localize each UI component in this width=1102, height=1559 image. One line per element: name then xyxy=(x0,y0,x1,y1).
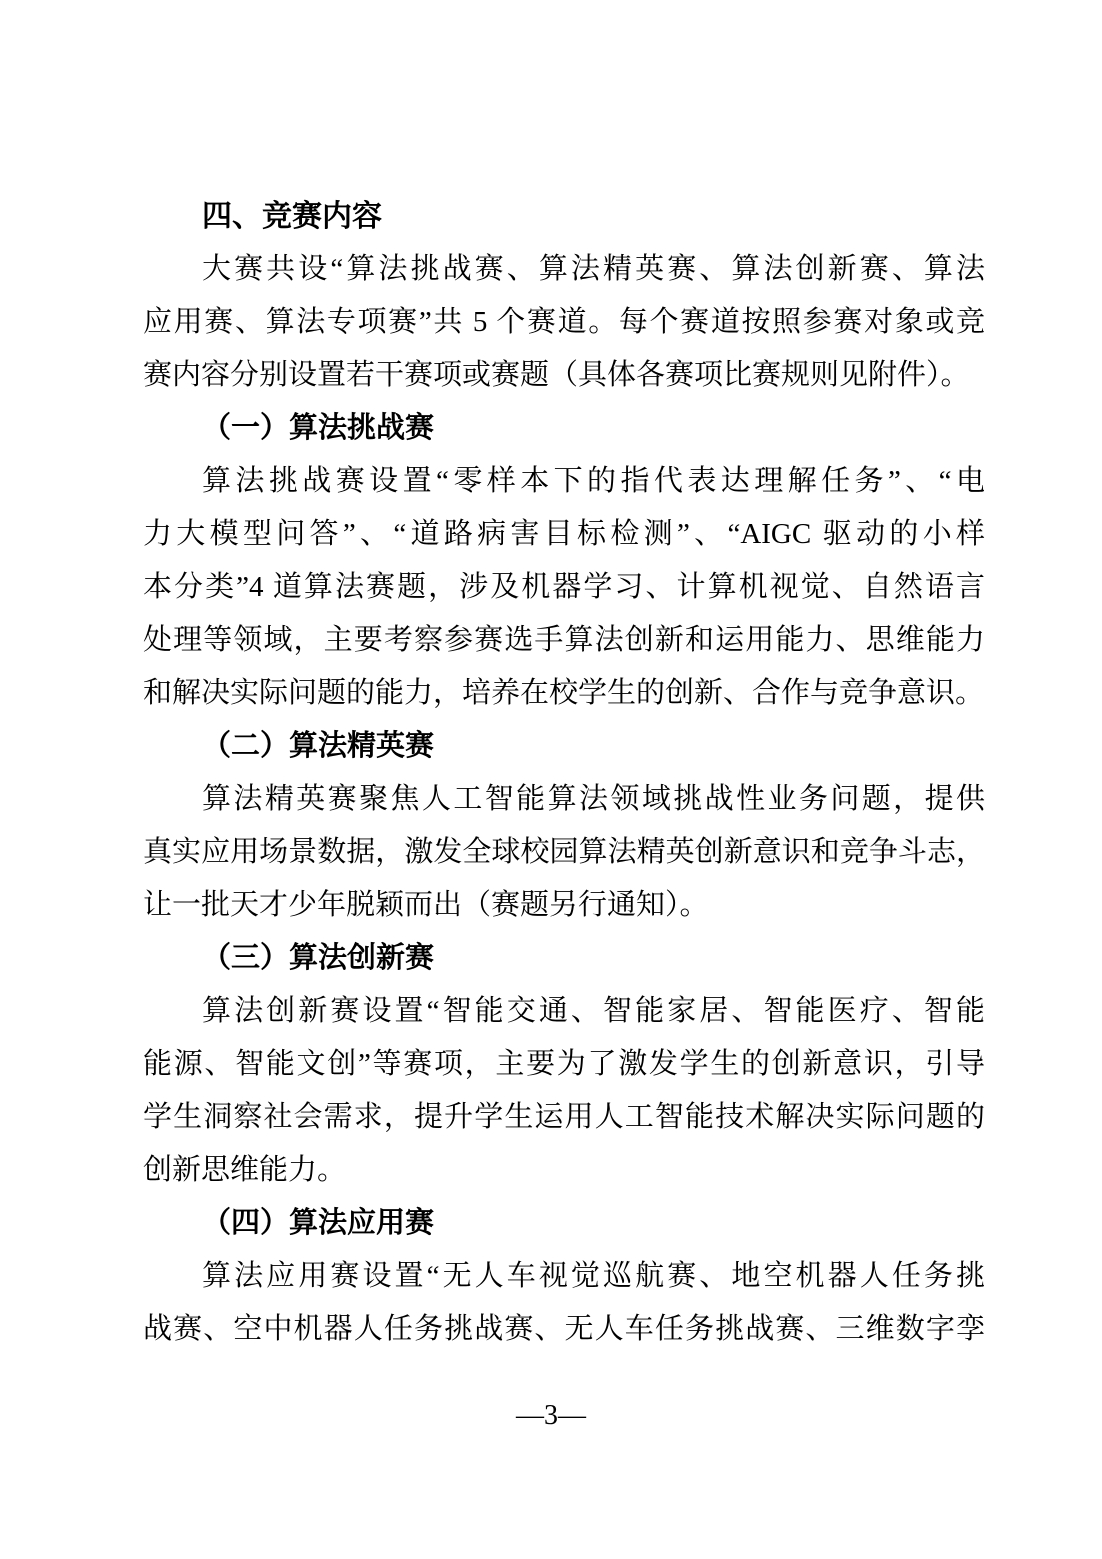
document-body xyxy=(143,190,985,1356)
text-line-body: 应用赛、算法专项赛”共 5 个赛道。每个赛道按照参赛对象或竞 xyxy=(143,306,985,338)
text-line-subheading: （四）算法应用赛 xyxy=(202,1207,435,1239)
text-line-body: 算法挑战赛设置“零样本下的指代表达理解任务”、“电 xyxy=(202,465,985,497)
text-line-body: 让一批天才少年脱颖而出（赛题另行通知）。 xyxy=(143,889,709,921)
text-line-heading: 四、竞赛内容 xyxy=(202,200,382,233)
text-line-body: 战赛、空中机器人任务挑战赛、无人车任务挑战赛、三维数字孪 xyxy=(143,1313,985,1345)
text-line-body: 真实应用场景数据，激发全球校园算法精英创新意识和竞争斗志， xyxy=(143,836,985,868)
text-line-body: 赛内容分别设置若干赛项或赛题（具体各赛项比赛规则见附件）。 xyxy=(143,359,970,391)
text-line-subheading: （一）算法挑战赛 xyxy=(202,412,435,444)
text-line-subheading: （三）算法创新赛 xyxy=(202,942,435,974)
text-line-body: 能源、智能文创”等赛项，主要为了激发学生的创新意识，引导 xyxy=(143,1048,985,1080)
text-line-body: 创新思维能力。 xyxy=(143,1154,347,1186)
page-number: —3— xyxy=(516,1400,586,1431)
text-line-body: 算法应用赛设置“无人车视觉巡航赛、地空机器人任务挑 xyxy=(202,1260,985,1292)
text-line-subheading: （二）算法精英赛 xyxy=(202,730,435,762)
text-line-body: 和解决实际问题的能力，培养在校学生的创新、合作与竞争意识。 xyxy=(143,677,985,709)
text-line-body: 算法创新赛设置“智能交通、智能家居、智能医疗、智能 xyxy=(202,995,985,1027)
text-line-body: 大赛共设“算法挑战赛、算法精英赛、算法创新赛、算法 xyxy=(202,253,985,285)
text-line-body: 处理等领域，主要考察参赛选手算法创新和运用能力、思维能力 xyxy=(143,624,985,656)
text-line-body: 力大模型问答”、“道路病害目标检测”、“AIGC 驱动的小样 xyxy=(143,518,985,550)
text-line-body: 学生洞察社会需求，提升学生运用人工智能技术解决实际问题的 xyxy=(143,1101,985,1133)
text-line-body: 本分类”4 道算法赛题，涉及机器学习、计算机视觉、自然语言 xyxy=(143,571,985,603)
text-line-body: 算法精英赛聚焦人工智能算法领域挑战性业务问题，提供 xyxy=(202,783,985,815)
